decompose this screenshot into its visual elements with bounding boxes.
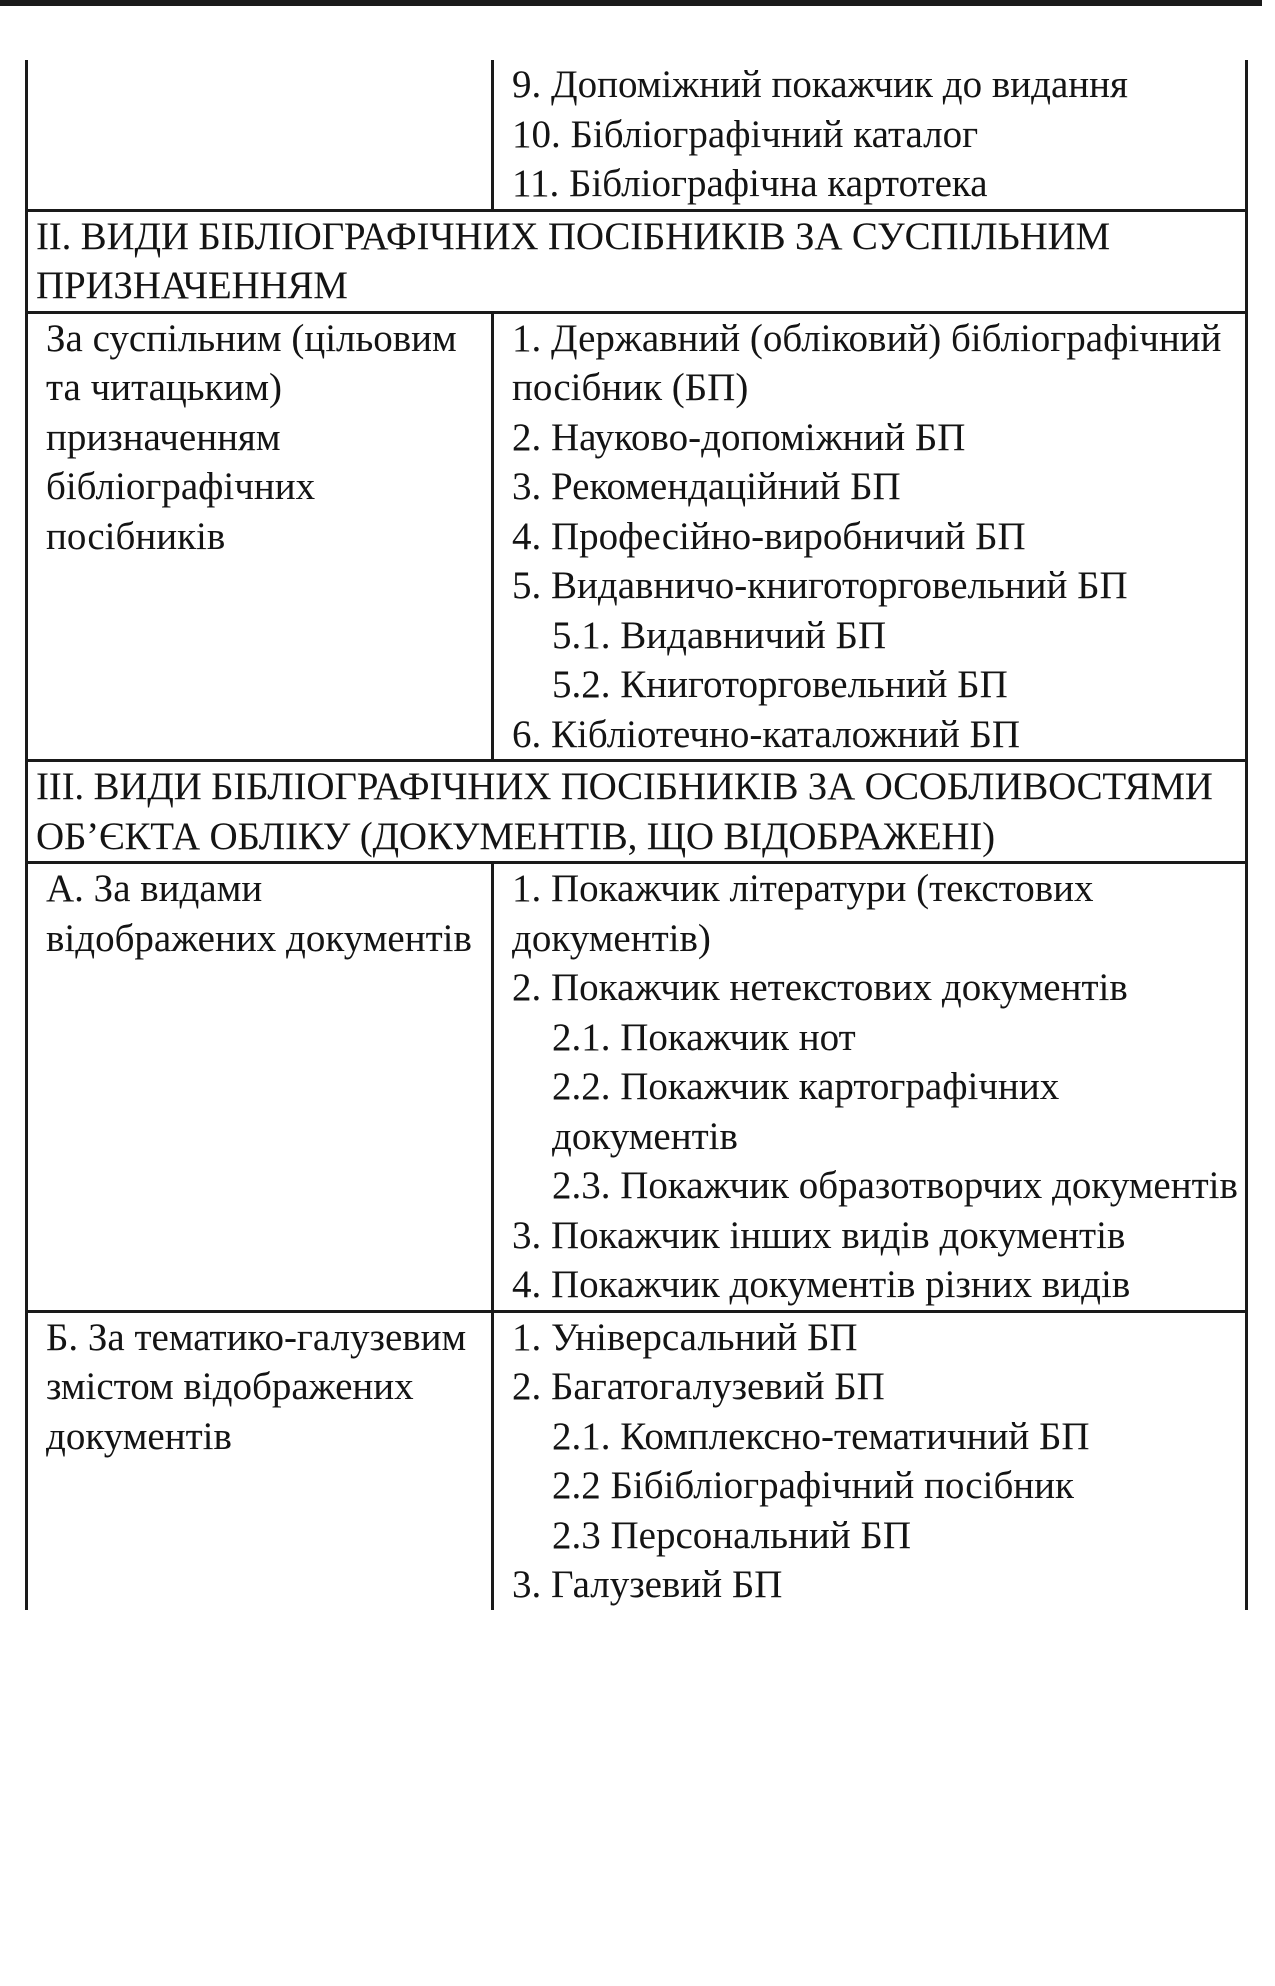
- type-item: 9. Допоміжний покажчик до видання: [512, 63, 1128, 106]
- type-item: 4. Професійно-виробничий БП: [512, 514, 1026, 558]
- subtype-item: 2.3. Покажчик образотворчих документів: [552, 1164, 1238, 1207]
- criterion-label: А. За видами відображених документів: [46, 867, 472, 960]
- criterion-label: За суспільним (цільовим та читацьким) призначенням бібліографічних посібників: [46, 316, 457, 558]
- subtype-item: 2.3 Персональний БП: [552, 1513, 911, 1557]
- table-row: [27, 863, 1247, 1312]
- subtype-item: 5.2. Книготорговельний БП: [552, 663, 1008, 706]
- table-row: [27, 60, 1247, 210]
- table-row: [27, 1311, 1247, 1610]
- type-item: 1. Державний (обліковий) бібліографічний посібник (БП): [512, 316, 1222, 409]
- type-item: 4. Покажчик документів різних видів: [512, 1263, 1131, 1306]
- subtype-item: 2.2. Покажчик картографічних документів: [552, 1065, 1060, 1158]
- types-cell: [493, 312, 1247, 761]
- section-heading-row: [27, 761, 1247, 863]
- classification-table: [25, 60, 1248, 1610]
- criterion-cell: [27, 312, 493, 761]
- type-item: 2. Багатогалузевий БП: [512, 1365, 885, 1408]
- type-item: 3. Рекомендаційний БП: [512, 465, 901, 508]
- type-item: 6. Кіблiотечно-каталожний БП: [512, 712, 1021, 756]
- criterion-cell: [27, 863, 493, 1312]
- subtype-item: 2.1. Комплексно-тематичний БП: [552, 1414, 1090, 1458]
- section-heading: III. ВИДИ БІБЛІОГРАФІЧНИХ ПОСІБНИКІВ ЗА ОСОБЛИВОСТЯМИ ОБ’ЄКТА ОБЛІКУ (ДОКУМЕНТІВ, ЩО ВІДОБРАЖЕНІ): [27, 761, 1247, 863]
- type-item: 1. Покажчик літератури (текстових документів): [512, 867, 1094, 960]
- section-heading-row: [27, 210, 1247, 312]
- table-row: [27, 312, 1247, 761]
- type-item: 1. Універсальний БП: [512, 1315, 858, 1359]
- type-item: 2. Науково-допоміжний БП: [512, 415, 966, 459]
- subtype-item: 2.1. Покажчик нот: [552, 1015, 856, 1059]
- criterion-label: Б. За тематико-галузевим змістом відображених документів: [46, 1315, 467, 1458]
- type-item: 10. Бібліографічний каталог: [512, 112, 979, 156]
- classification-table-body: [27, 60, 1247, 1610]
- types-cell: [493, 863, 1247, 1312]
- type-item: 11. Бібліографічна картотека: [512, 162, 988, 205]
- criterion-cell: [27, 1311, 493, 1610]
- subtype-item: 5.1. Видавничий БП: [552, 613, 887, 657]
- type-item: 3. Галузевий БП: [512, 1563, 783, 1606]
- subtype-item: 2.2 Бібібліографічний посібник: [552, 1464, 1074, 1507]
- type-item: 3. Покажчик інших видів документів: [512, 1213, 1126, 1257]
- type-item: 2. Покажчик нетекстових документів: [512, 966, 1128, 1009]
- types-cell: [493, 1311, 1247, 1610]
- criterion-cell: [27, 60, 493, 210]
- section-heading: II. ВИДИ БІБЛІОГРАФІЧНИХ ПОСІБНИКІВ ЗА СУСПІЛЬНИМ ПРИЗНАЧЕННЯМ: [27, 210, 1247, 312]
- type-item: 5. Видавничо-книготорговельний БП: [512, 564, 1128, 607]
- top-rule: [0, 0, 1262, 6]
- types-cell: [493, 60, 1247, 210]
